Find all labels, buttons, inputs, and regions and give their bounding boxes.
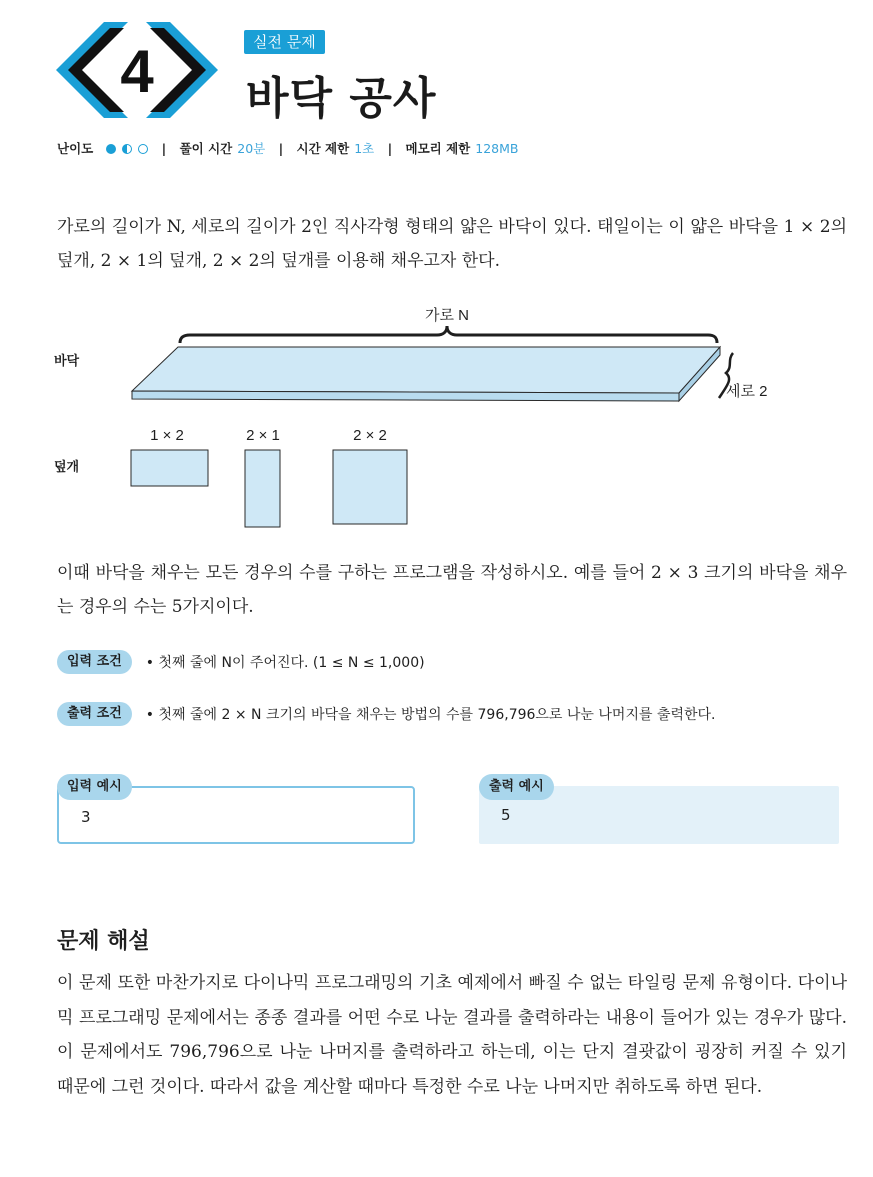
output-example-value: 5 — [501, 806, 511, 824]
cover-1x2-tile — [131, 450, 208, 486]
input-example-value: 3 — [81, 808, 91, 826]
solution-text: 이 문제 또한 마찬가지로 다이나믹 프로그래밍의 기초 예제에서 빠질 수 없는 타일링 문제 유형이다. 다이나믹 프로그래밍 문제에서는 종종 결과를 어떤 수로 나눈 결과를 출력하라는 내용이 들어가 있는 경우가 많다. 이 문제에서도 796,796으로 나눈 나머지를 출력하라고 하는데, 이는 단지 결괏값이 굉장히 커질 수 있기 때문에 그런 것이다. 따라서 값을 계산할 때마다 특정한 수로 나눈 나머지만 취하도록 하면 된다. — [57, 973, 847, 1097]
memory-value: 128MB — [475, 141, 519, 156]
cover-label: 덮개 — [54, 459, 80, 474]
cover-2x1-label: 2 × 1 — [246, 427, 280, 444]
difficulty-label: 난이도 — [57, 141, 94, 156]
floor-label: 바닥 — [54, 353, 80, 368]
output-condition-text: • 첫째 줄에 2 × N 크기의 바닥을 채우는 방법의 수를 796,796으로 나눈 나머지를 출력한다. — [145, 707, 716, 723]
floor-top — [132, 347, 720, 393]
height-label: 세로 2 — [726, 383, 768, 400]
chapter-number: 4 — [120, 38, 154, 105]
limit-label: 시간 제한 — [296, 141, 350, 156]
time-value: 20분 — [237, 141, 266, 156]
difficulty-dot-half-icon — [122, 144, 132, 154]
problem-task: 이때 바닥을 채우는 모든 경우의 수를 구하는 프로그램을 작성하시오. 예를 들어 2 × 3 크기의 바닥을 채우는 경우의 수는 5가지이다. — [57, 563, 847, 617]
problem-meta — [57, 139, 519, 157]
width-brace — [180, 326, 717, 343]
time-label: 풀이 시간 — [179, 141, 233, 156]
output-condition — [57, 702, 716, 726]
difficulty-dot-full-icon — [106, 144, 116, 154]
cover-2x2-label: 2 × 2 — [353, 427, 387, 444]
input-condition-text: • 첫째 줄에 N이 주어진다. (1 ≤ N ≤ 1,000) — [145, 655, 425, 671]
problem-intro: 가로의 길이가 N, 세로의 길이가 2인 직사각형 형태의 얇은 바닥이 있다. 태일이는 이 얇은 바닥을 1 × 2의 덮개, 2 × 1의 덮개, 2 × 2의 덮개를 이용해 채우고자 한다. — [57, 217, 847, 271]
page-title: 바닥 공사 — [246, 73, 437, 124]
cover-2x1-tile — [245, 450, 280, 527]
solution-heading: 문제 해설 — [57, 929, 150, 954]
output-example-label: 출력 예시 — [479, 774, 554, 800]
section-badge: 실전 문제 — [244, 30, 325, 54]
tiling-diagram — [0, 290, 873, 540]
limit-value: 1초 — [354, 141, 375, 156]
input-example-label: 입력 예시 — [57, 774, 132, 800]
floor-front — [132, 391, 679, 401]
divider: | — [387, 141, 393, 156]
width-label: 가로 N — [425, 307, 469, 324]
difficulty-indicator — [104, 141, 153, 156]
output-condition-label: 출력 조건 — [57, 702, 132, 726]
difficulty-dot-empty-icon — [138, 144, 148, 154]
cover-1x2-label: 1 × 2 — [150, 427, 184, 444]
input-condition-label: 입력 조건 — [57, 650, 132, 674]
input-condition — [57, 650, 425, 674]
cover-2x2-tile — [333, 450, 407, 524]
memory-label: 메모리 제한 — [405, 141, 471, 156]
chapter-number-logo — [54, 20, 220, 120]
divider: | — [278, 141, 284, 156]
divider: | — [161, 141, 167, 156]
